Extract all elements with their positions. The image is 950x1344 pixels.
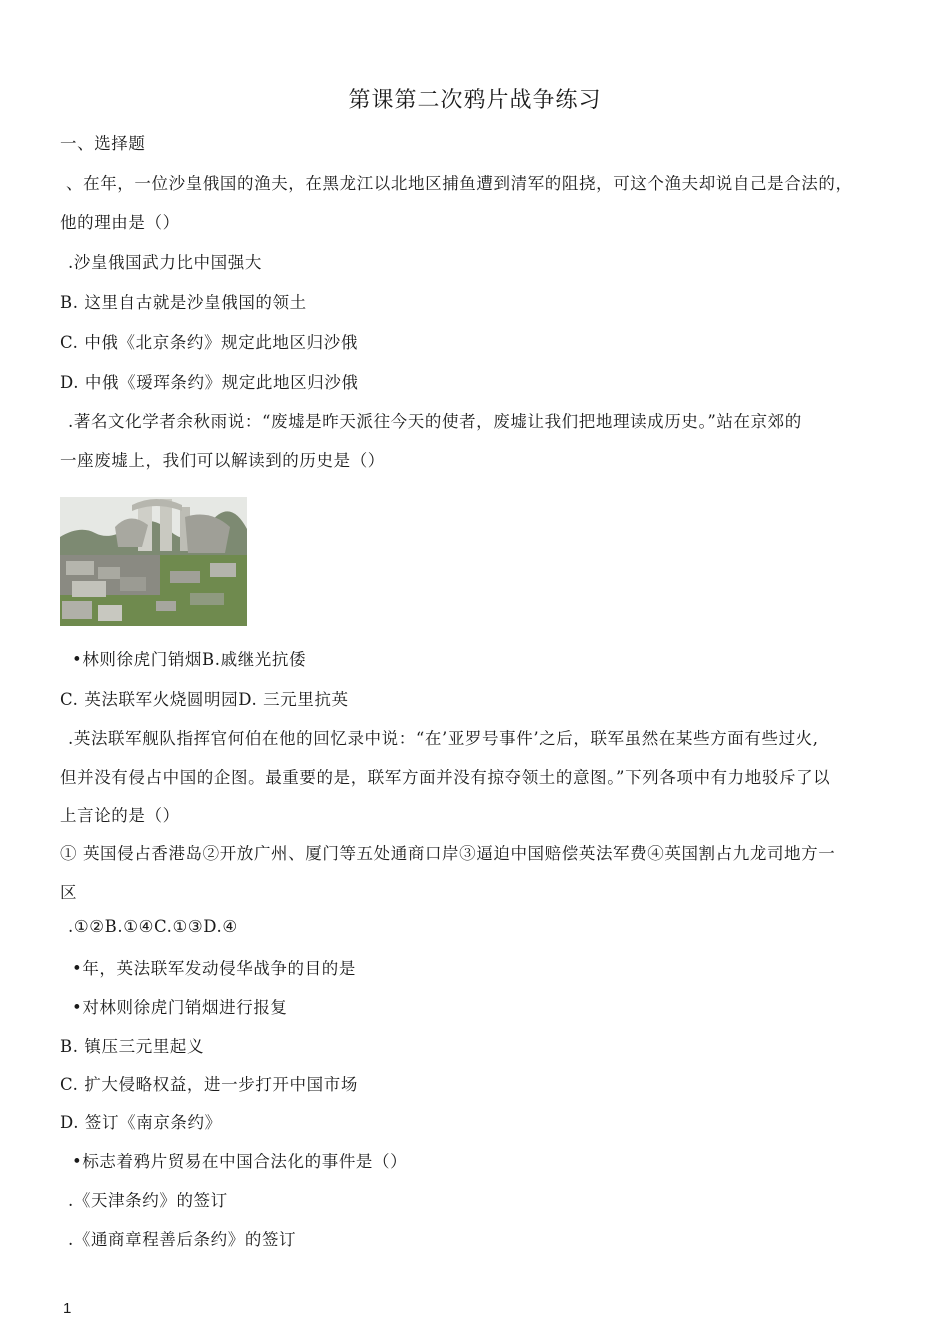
question-3-options: .①②B.①④C.①③D.④	[68, 917, 238, 936]
question-5-stem: •标志着鸦片贸易在中国合法化的事件是（）	[72, 1152, 408, 1171]
question-3-stem-line-3: 上言论的是（）	[60, 806, 180, 825]
question-1-option-a: .沙皇俄国武力比中国强大	[68, 253, 262, 272]
question-2-options-cd: C. 英法联军火烧圆明园D. 三元里抗英	[60, 690, 349, 709]
question-4-option-a: •对林则徐虎门销烟进行报复	[72, 998, 288, 1017]
question-2-stem-line-1: .著名文化学者余秋雨说：“废墟是昨天派往今天的使者，废墟让我们把地理读成历史。”站在京郊的	[68, 412, 802, 431]
question-4-option-d: D. 签订《南京条约》	[60, 1113, 222, 1132]
question-1-stem-line-2: 他的理由是（）	[60, 213, 180, 232]
question-3-items-line-1: ① 英国侵占香港岛②开放广州、厦门等五处通商口岸③逼迫中国赔偿英法军费④英国割占九龙司地方一	[60, 844, 836, 863]
question-1-stem-line-1: 、在年，一位沙皇俄国的渔夫，在黑龙江以北地区捕鱼遭到清军的阻挠，可这个渔夫却说自己是合法的，	[66, 174, 853, 193]
question-5-option-b: .《通商章程善后条约》的签订	[68, 1230, 297, 1249]
question-3-stem-line-2: 但并没有侵占中国的企图。最重要的是，联军方面并没有掠夺领土的意图。”下列各项中有力地驳斥了以	[60, 768, 831, 787]
section-heading: 一、选择题	[60, 134, 146, 153]
question-5-option-a: .《天津条约》的签订	[68, 1191, 228, 1210]
question-4-option-c: C. 扩大侵略权益，进一步打开中国市场	[60, 1075, 358, 1094]
question-3-items-line-2: 区	[60, 883, 78, 902]
ruins-photo	[60, 497, 247, 626]
page-number: 1	[63, 1300, 72, 1317]
question-2-options-ab: •林则徐虎门销烟B.戚继光抗倭	[72, 650, 307, 669]
question-4-stem: •年，英法联军发动侵华战争的目的是	[72, 959, 356, 978]
question-1-option-c: C. 中俄《北京条约》规定此地区归沙俄	[60, 333, 358, 352]
question-1-option-d: D. 中俄《瑷珲条约》规定此地区归沙俄	[60, 373, 359, 392]
question-3-stem-line-1: .英法联军舰队指挥官何伯在他的回忆录中说：“在’亚罗号事件’之后，联军虽然在某些方面有些过火,	[68, 729, 819, 748]
question-2-stem-line-2: 一座废墟上，我们可以解读到的历史是（）	[60, 451, 385, 470]
question-1-option-b: B. 这里自古就是沙皇俄国的领土	[60, 293, 307, 312]
question-4-option-b: B. 镇压三元里起义	[60, 1037, 205, 1056]
page-title: 第课第二次鸦片战争练习	[348, 88, 602, 113]
